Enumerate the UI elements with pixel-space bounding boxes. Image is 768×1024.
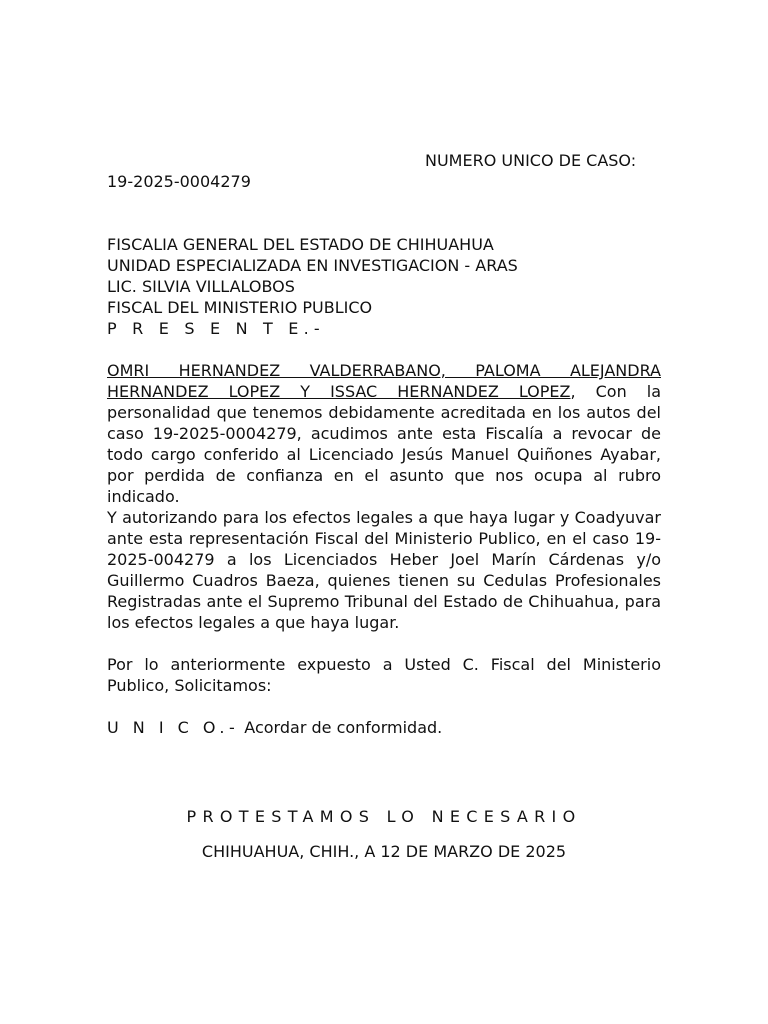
case-number-value: 19-2025-0004279	[107, 172, 251, 191]
recipient-block	[107, 234, 667, 339]
letter-body	[107, 360, 661, 738]
paragraph-spacer	[107, 633, 661, 654]
recipient-institution: FISCALIA GENERAL DEL ESTADO DE CHIHUAHUA	[107, 235, 494, 254]
unico-label: U N I C O.-	[107, 718, 240, 737]
petitioner-names: OMRI HERNANDEZ VALDERRABANO, PALOMA ALEJANDRA HERNANDEZ LOPEZ Y ISSAC HERNANDEZ LOPEZ	[107, 361, 661, 401]
protest-line: PROTESTAMOS LO NECESARIO	[186, 807, 582, 826]
recipient-unit: UNIDAD ESPECIALIZADA EN INVESTIGACION - ARAS	[107, 256, 518, 275]
recipient-name: LIC. SILVIA VILLALOBOS	[107, 277, 295, 296]
paragraph-authorization: Y autorizando para los efectos legales a que haya lugar y Coadyuvar ante esta representación Fiscal del Ministerio Publico, en el caso 19-2025-004279 a los Licenciados Heber Joel Marín Cárdenas y/o Guillermo Cuadros Baeza, quienes tienen su Cedulas Profesionales Registradas ante el Supremo Tribunal del Estado de Chihuahua, para los efectos legales a que haya lugar.	[107, 508, 661, 632]
presente-line: P R E S E N T E.-	[107, 319, 325, 338]
case-number-label: NUMERO UNICO DE CASO:	[425, 151, 637, 170]
paragraph-revocation-text: , Con la personalidad que tenemos debidamente acreditada en los autos del caso 19-2025-0004279, acudimos ante esta Fiscalía a revocar de todo cargo conferido al Licenciado Jesús Manuel Quiñones Ayabar, por perdida de confianza en el asunto que nos ocupa al rubro indicado.	[107, 382, 662, 506]
recipient-title: FISCAL DEL MINISTERIO PUBLICO	[107, 298, 373, 317]
paragraph-spacer	[107, 696, 661, 717]
paragraph-request: Por lo anteriormente expuesto a Usted C. Fiscal del Ministerio Publico, Solicitamos:	[107, 655, 661, 695]
unico-text: Acordar de conformidad.	[239, 718, 443, 737]
paragraph-revocation	[107, 360, 661, 507]
place-date-line: CHIHUAHUA, CHIH., A 12 DE MARZO DE 2025	[201, 842, 567, 861]
paragraph-unico	[107, 717, 661, 738]
